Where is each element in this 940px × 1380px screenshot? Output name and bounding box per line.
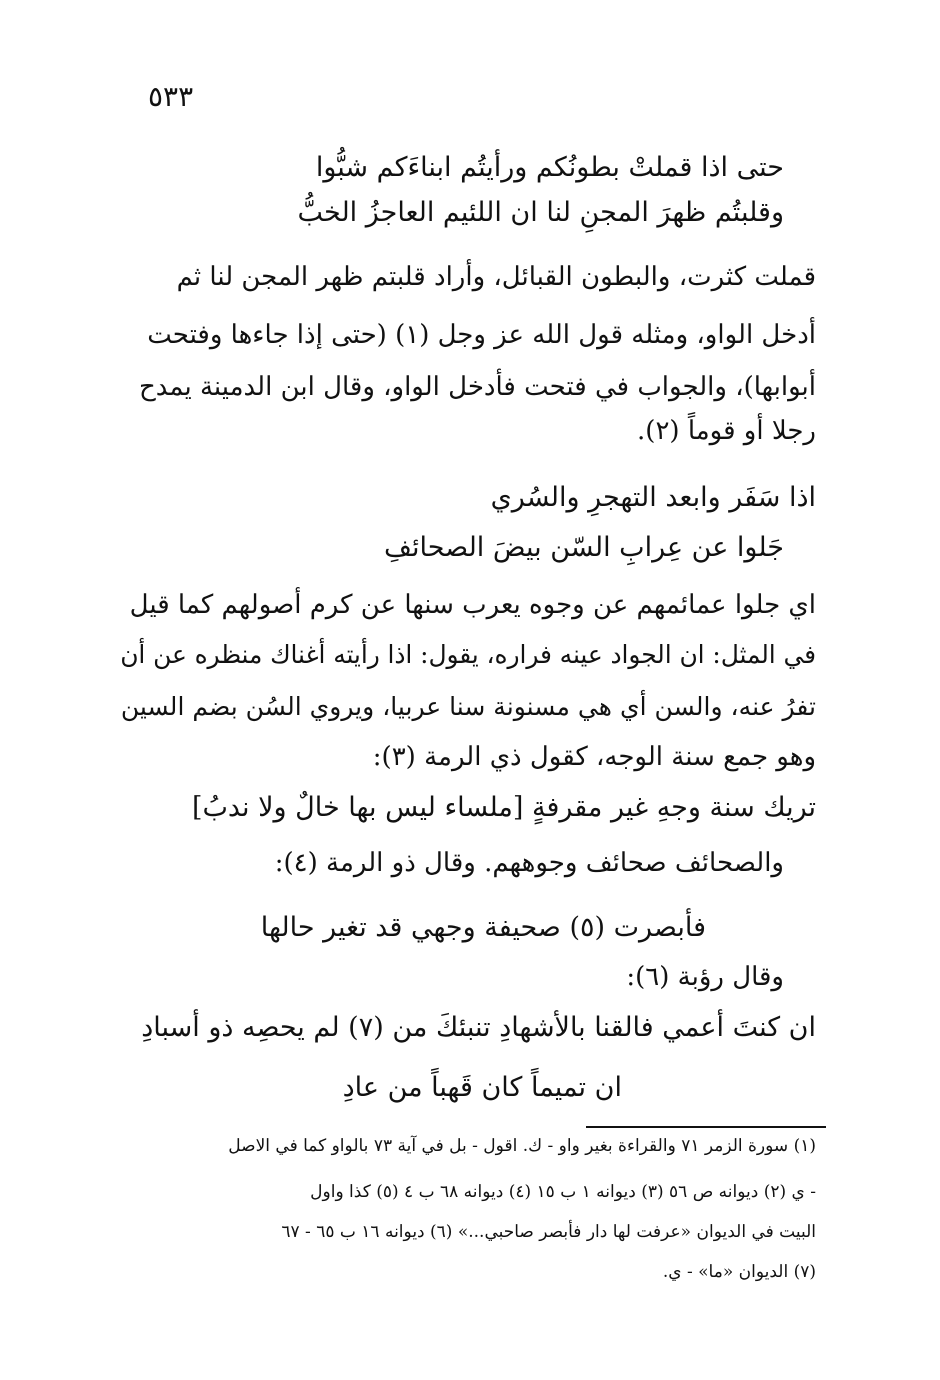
text-line: أدخل الواو، ومثله قول الله عز وجل (١) (حتى إذا جاءها وفتحت xyxy=(147,320,816,350)
footnote-divider xyxy=(586,1126,826,1128)
text-line: أبوابها)، والجواب في فتحت فأدخل الواو، وقال ابن الدمينة يمدح xyxy=(138,372,816,402)
verse-line: اذا سَفَر وابعد التهجرِ والسُري xyxy=(490,482,816,513)
verse-line: جَلوا عن عِرابِ السّن بيضَ الصحائفِ xyxy=(384,532,784,563)
text-line: وهو جمع سنة الوجه، كقول ذي الرمة (٣): xyxy=(372,742,816,772)
text-line: رجلا أو قوماً (٢). xyxy=(637,416,816,446)
text-line: تفرُ عنه، والسن أي هي مسنونة سنا عربيا، ويروي السُن بضم السين xyxy=(120,692,816,721)
verse-line: ان تميماً كان قَهباً من عادِ xyxy=(342,1072,622,1103)
text-line: قملت كثرت، والبطون القبائل، وأراد قلبتم ظهر المجن لنا ثم xyxy=(176,262,816,292)
verse-line: حتى اذا قملتْ بطونُكم ورأيتُم ابناءَكم شبُّوا xyxy=(315,152,784,183)
page-number: ٥٣٣ xyxy=(148,80,194,113)
verse-line: تريك سنة وجهِ غير مقرفةٍ [ملساء ليس بها خالٌ ولا ندبُ] xyxy=(191,792,816,823)
text-line: وقال رؤبة (٦): xyxy=(626,962,784,992)
verse-line: ان كنتَ أعمي فالقنا بالأشهادِ تنبئكَ من (٧) لم يحصِه ذو أسبادِ xyxy=(141,1012,816,1043)
footnote-line: (٧) الديوان «ما» - ي. xyxy=(662,1262,816,1282)
text-line: والصحائف صحائف وجوههم. وقال ذو الرمة (٤): xyxy=(274,848,784,878)
footnote-line: البيت في الديوان «عرفت لها دار فأبصر صاحبي...» (٦) ديوانه ١٦ ب ٦٥ - ٦٧ xyxy=(281,1222,816,1242)
verse-line: وقلبتُم ظهرَ المجنِ لنا ان اللئيم العاجزُ الخبُّ xyxy=(297,197,784,228)
verse-line: فأبصرت (٥) صحيفة وجهي قد تغير حالها xyxy=(260,912,706,943)
text-line: اي جلوا عمائمهم عن وجوه يعرب سنها عن كرم أصولهم كما قيل xyxy=(129,590,816,620)
footnote-line: (١) سورة الزمر ٧١ والقراءة بغير واو - ك. اقول - بل في آية ٧٣ بالواو كما في الاصل xyxy=(228,1136,816,1156)
text-line: في المثل: ان الجواد عينه فراره، يقول: اذا رأيته أغناك منظره عن أن xyxy=(120,640,816,669)
footnote-line: - ي (٢) ديوانه ص ٥٦ (٣) ديوانه ١ ب ١٥ (٤) ديوانه ٦٨ ب ٤ (٥) كذا واول xyxy=(310,1182,816,1202)
